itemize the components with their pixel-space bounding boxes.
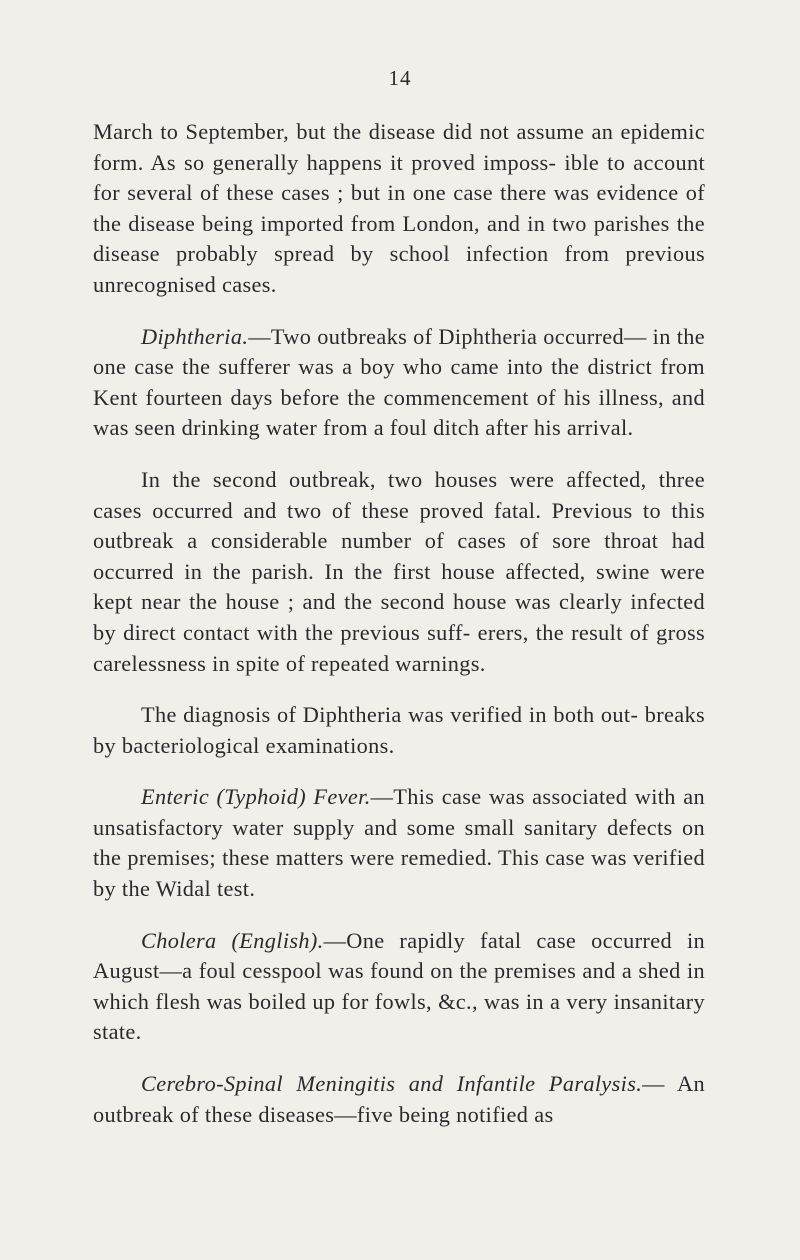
paragraph-second-outbreak [93, 465, 705, 679]
section-heading-diphtheria: Diphtheria. [141, 323, 249, 349]
section-heading-meningitis: Cerebro-Spinal Meningitis and Infantile Paralysis. [141, 1071, 643, 1097]
paragraph-enteric-fever [93, 782, 705, 904]
paragraph-text: In the second outbreak, two houses were affected, three cases occurred and two of these proved fatal. Previous to this outbreak a considerable number of cases of sore throat had occurred in the parish. In the first house affected, swine were kept near the house ; and the second house was clearly infected by direct contact with the previous suff- erers, the result of gross carelessness in spite of repeated warnings. [93, 466, 705, 676]
paragraph-text: The diagnosis of Diphtheria was verified in both out- breaks by bacteriological examinations. [93, 702, 705, 758]
section-heading-cholera: Cholera (English). [141, 927, 324, 953]
section-heading-enteric-fever: Enteric (Typhoid) Fever. [141, 784, 371, 810]
paragraph-smallpox-continuation [93, 117, 705, 301]
paragraph-cholera [93, 926, 705, 1048]
paragraph-text: —One rapidly fatal case occurred in August—a foul cesspool was found on the premises and a shed in which flesh was boiled up for fowls, &c., was in a very insanitary state. [93, 927, 705, 1045]
paragraph-text: — An outbreak of these diseases—five being notified as [93, 1071, 705, 1127]
body-text [93, 117, 705, 1144]
paragraph-diagnosis [93, 700, 705, 761]
paragraph-meningitis [93, 1069, 705, 1130]
paragraph-text: —Two outbreaks of Diphtheria occurred— in the one case the sufferer was a boy who came into the district from Kent fourteen days before the commencement of his illness, and was seen drinking water from a foul ditch after his arrival. [93, 323, 705, 441]
page-number: 14 [388, 66, 412, 90]
paragraph-text: March to September, but the disease did not assume an epidemic form. As so generally happens it proved imposs- ible to account for several of these cases ; but in one case there was evidence of the disease being imported from London, and in two parishes the disease probably spread by school infection from previous unrecognised cases. [93, 119, 705, 297]
paragraph-text: —This case was associated with an unsatisfactory water supply and some small sanitary defects on the premises; these matters were remedied. This case was verified by the Widal test. [93, 784, 706, 902]
paragraph-diphtheria [93, 322, 705, 444]
